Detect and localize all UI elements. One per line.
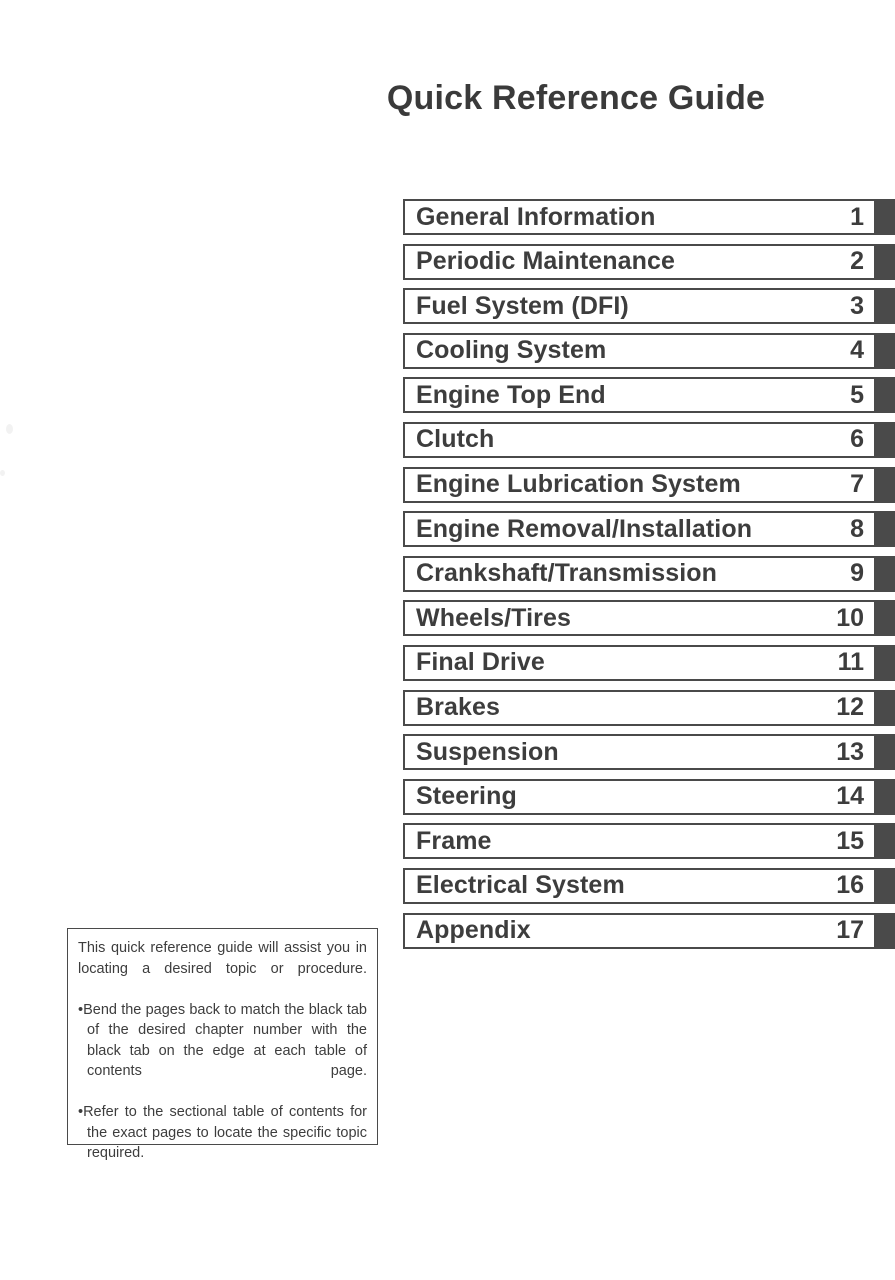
chapter-label: Fuel System (DFI)	[416, 293, 629, 319]
chapter-label: Clutch	[416, 427, 495, 453]
chapter-box[interactable]	[403, 734, 876, 770]
chapter-tab-marker	[876, 556, 895, 592]
scan-artifact	[0, 470, 5, 476]
note-bullet-text: Refer to the sectional table of contents for the exact pages to locate the specific topic required.	[83, 1104, 367, 1161]
chapter-row[interactable]	[403, 422, 895, 458]
chapter-row[interactable]	[403, 913, 895, 949]
note-bullet-text: Bend the pages back to match the black tab of the desired chapter number with the black tab on the edge at each table of contents page.	[83, 1001, 367, 1079]
chapter-box[interactable]	[403, 511, 876, 547]
chapter-tab-marker	[876, 244, 895, 280]
chapter-label: Engine Top End	[416, 382, 606, 408]
instructions-note-box	[67, 928, 378, 1161]
chapter-index-list	[403, 199, 895, 957]
note-bullet-item	[78, 1000, 367, 1103]
chapter-number: 5	[850, 380, 864, 409]
chapter-box[interactable]	[403, 377, 876, 413]
chapter-tab-marker	[876, 823, 895, 859]
chapter-row[interactable]	[403, 288, 895, 324]
chapter-label: Wheels/Tires	[416, 605, 571, 631]
chapter-label: Cooling System	[416, 338, 607, 364]
chapter-number: 6	[850, 425, 864, 454]
chapter-box[interactable]	[403, 779, 876, 815]
chapter-label: Crankshaft/Transmission	[416, 561, 718, 587]
bullet-icon: •	[78, 1001, 84, 1018]
chapter-label: Suspension	[416, 739, 559, 765]
chapter-row[interactable]	[403, 600, 895, 636]
scan-artifact	[6, 424, 13, 434]
chapter-box[interactable]	[403, 333, 876, 369]
chapter-box[interactable]	[403, 600, 876, 636]
chapter-tab-marker	[876, 467, 895, 503]
chapter-row[interactable]	[403, 868, 895, 904]
chapter-row[interactable]	[403, 333, 895, 369]
chapter-label: Brakes	[416, 695, 500, 721]
chapter-tab-marker	[876, 511, 895, 547]
chapter-box[interactable]	[403, 556, 876, 592]
chapter-tab-marker	[876, 645, 895, 681]
chapter-tab-marker	[876, 734, 895, 770]
bullet-icon: •	[78, 1104, 84, 1120]
chapter-label: Electrical System	[416, 873, 625, 899]
chapter-tab-marker	[876, 779, 895, 815]
chapter-box[interactable]	[403, 645, 876, 681]
chapter-row[interactable]	[403, 645, 895, 681]
chapter-number: 9	[850, 559, 864, 588]
note-bullet-item	[78, 1102, 367, 1184]
chapter-number: 11	[837, 648, 864, 677]
chapter-number: 15	[836, 826, 864, 855]
chapter-number: 13	[836, 737, 864, 766]
chapter-label: General Information	[416, 204, 656, 230]
chapter-tab-marker	[876, 422, 895, 458]
chapter-box[interactable]	[403, 244, 876, 280]
chapter-tab-marker	[876, 199, 895, 235]
chapter-number: 14	[836, 782, 864, 811]
chapter-label: Engine Removal/Installation	[416, 516, 753, 542]
chapter-number: 1	[850, 202, 864, 231]
chapter-label: Steering	[416, 784, 517, 810]
chapter-box[interactable]	[403, 199, 876, 235]
chapter-row[interactable]	[403, 199, 895, 235]
chapter-label: Appendix	[416, 918, 531, 943]
chapter-tab-marker	[876, 868, 895, 904]
chapter-row[interactable]	[403, 734, 895, 770]
chapter-row[interactable]	[403, 511, 895, 547]
chapter-row[interactable]	[403, 779, 895, 815]
chapter-row[interactable]	[403, 244, 895, 280]
chapter-box[interactable]	[403, 913, 876, 949]
chapter-tab-marker	[876, 288, 895, 324]
chapter-box[interactable]	[403, 288, 876, 324]
chapter-row[interactable]	[403, 467, 895, 503]
chapter-number: 4	[850, 336, 864, 365]
chapter-label: Periodic Maintenance	[416, 249, 676, 275]
chapter-label: Frame	[416, 828, 492, 854]
chapter-number: 2	[850, 247, 864, 276]
chapter-number: 8	[850, 514, 864, 543]
chapter-row[interactable]	[403, 690, 895, 726]
chapter-box[interactable]	[403, 823, 876, 859]
chapter-number: 3	[850, 291, 864, 320]
chapter-tab-marker	[876, 690, 895, 726]
chapter-label: Final Drive	[416, 650, 545, 676]
note-intro-text: This quick reference guide will assist you in locating a desired topic or procedure.	[78, 940, 367, 977]
chapter-tab-marker	[876, 333, 895, 369]
chapter-number: 7	[850, 470, 864, 499]
chapter-number: 16	[836, 871, 864, 900]
chapter-label: Engine Lubrication System	[416, 472, 741, 498]
chapter-box[interactable]	[403, 868, 876, 904]
chapter-box[interactable]	[403, 422, 876, 458]
chapter-tab-marker	[876, 377, 895, 413]
chapter-number: 12	[836, 693, 864, 722]
chapter-row[interactable]	[403, 823, 895, 859]
chapter-number: 10	[836, 603, 864, 632]
chapter-number: 17	[836, 916, 864, 944]
chapter-row[interactable]	[403, 377, 895, 413]
chapter-tab-marker	[876, 913, 895, 949]
chapter-box[interactable]	[403, 467, 876, 503]
page-title: Quick Reference Guide	[386, 79, 766, 117]
chapter-tab-marker	[876, 600, 895, 636]
chapter-row[interactable]	[403, 556, 895, 592]
chapter-box[interactable]	[403, 690, 876, 726]
